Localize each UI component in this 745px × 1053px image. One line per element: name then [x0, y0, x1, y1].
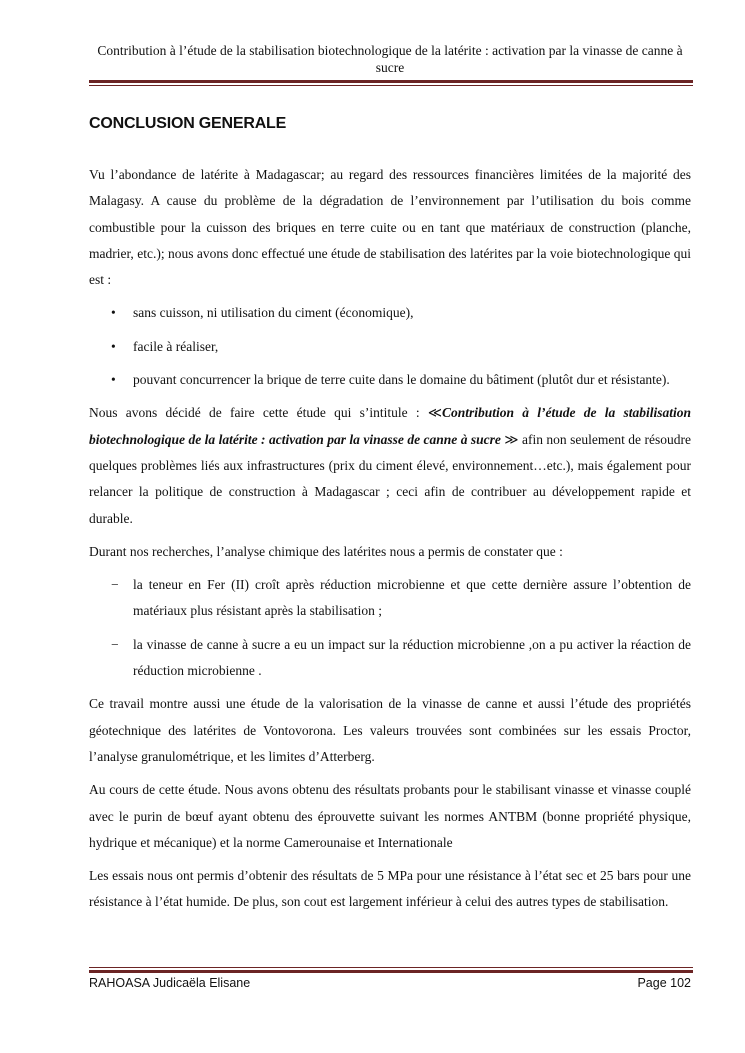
study-intro-text: Nous avons décidé de faire cette étude qui s’intitule :	[89, 405, 428, 421]
list-item	[89, 367, 691, 393]
paragraph-intro: Vu l’abondance de latérite à Madagascar; au regard des ressources financières limitées de la majorité des Malagasy. A cause du problème de la dégradation de l’environnement par l’utilisation du bois comme combustible pour la cuisson des briques en terre cuite ou en tant que matériaux de construction (planche, madrier, etc.); nous avons donc effectué une étude de stabilisation des latérites par la voie biotechnologique qui est :	[89, 167, 691, 288]
paragraph-findings: Durant nos recherches, l’analyse chimique des latérites nous a permis de constater que :	[89, 543, 563, 559]
list-item	[89, 632, 691, 685]
header-rule-thick	[89, 80, 693, 83]
dash-list	[89, 572, 691, 684]
bullet-icon: •	[111, 372, 116, 388]
footer-page-number: Page 102	[637, 976, 691, 990]
dash-icon: −	[111, 636, 119, 652]
close-quote: ≫	[500, 431, 522, 447]
study-title-emphasis: Contribution à l’étude de la stabilisation biotechnologique de la latérite : activation par la vinasse de canne à sucre	[89, 405, 691, 447]
running-header: Contribution à l’étude de la stabilisation biotechnologique de la latérite : activation par la vinasse de canne à sucre	[97, 43, 683, 75]
list-item-text: sans cuisson, ni utilisation du ciment (économique),	[133, 305, 414, 321]
list-item-text: la teneur en Fer (II) croît après réduction microbienne et que cette dernière assure l’obtention de matériaux plus résistant après la stabilisation ;	[133, 577, 691, 619]
paragraph-study-title	[89, 400, 691, 531]
body-content	[89, 162, 691, 923]
footer-rule-thin	[89, 967, 693, 968]
bullet-icon: •	[111, 305, 116, 321]
study-purpose-text: afin non seulement de résoudre quelques problèmes liés aux infrastructures (prix du ciment élevé, environnement…etc.), mais également pour relancer la politique de construction à Madagascar ; ceci afin de contribuer au développement rapide et durable.	[89, 431, 691, 526]
dash-icon: −	[111, 577, 119, 593]
list-item	[89, 300, 691, 326]
paragraph-tests: Les essais nous ont permis d’obtenir des résultats de 5 MPa pour une résistance à l’état sec et 25 bars pour une résistance à l’état humide. De plus, son cout est largement inférieur à celui des autres types de stabilisation.	[89, 868, 691, 910]
list-item-text: facile à réaliser,	[133, 338, 219, 354]
paragraph-valorisation: Ce travail montre aussi une étude de la valorisation de la vinasse de canne et aussi l’étude des propriétés géotechnique des latérites de Vontovorona. Les valeurs trouvées sont combinées sur les essais Proctor, l’analyse granulométrique, et les limites d’Atterberg.	[89, 696, 691, 764]
bullet-icon: •	[111, 338, 116, 354]
list-item	[89, 572, 691, 625]
list-item-text: pouvant concurrencer la brique de terre cuite dans le domaine du bâtiment (plutôt dur et résistante).	[133, 372, 670, 388]
footer-author: RAHOASA Judicaëla Elisane	[89, 976, 251, 990]
footer-rule-thick	[89, 970, 693, 973]
paragraph-results: Au cours de cette étude. Nous avons obtenu des résultats probants pour le stabilisant vinasse et vinasse couplé avec le purin de bœuf ayant obtenu des éprouvette suivant les normes ANTBM (bonne propriété physique, hydrique et mécanique) et la norme Camerounaise et Internationale	[89, 782, 691, 850]
section-title: CONCLUSION GENERALE	[89, 115, 287, 132]
open-quote: ≪	[427, 405, 442, 421]
header-rule-thin	[89, 85, 693, 86]
list-item	[89, 334, 691, 360]
list-item-text: la vinasse de canne à sucre a eu un impact sur la réduction microbienne ,on a pu activer la réaction de réduction microbienne .	[133, 636, 691, 679]
bullet-list	[89, 300, 691, 393]
